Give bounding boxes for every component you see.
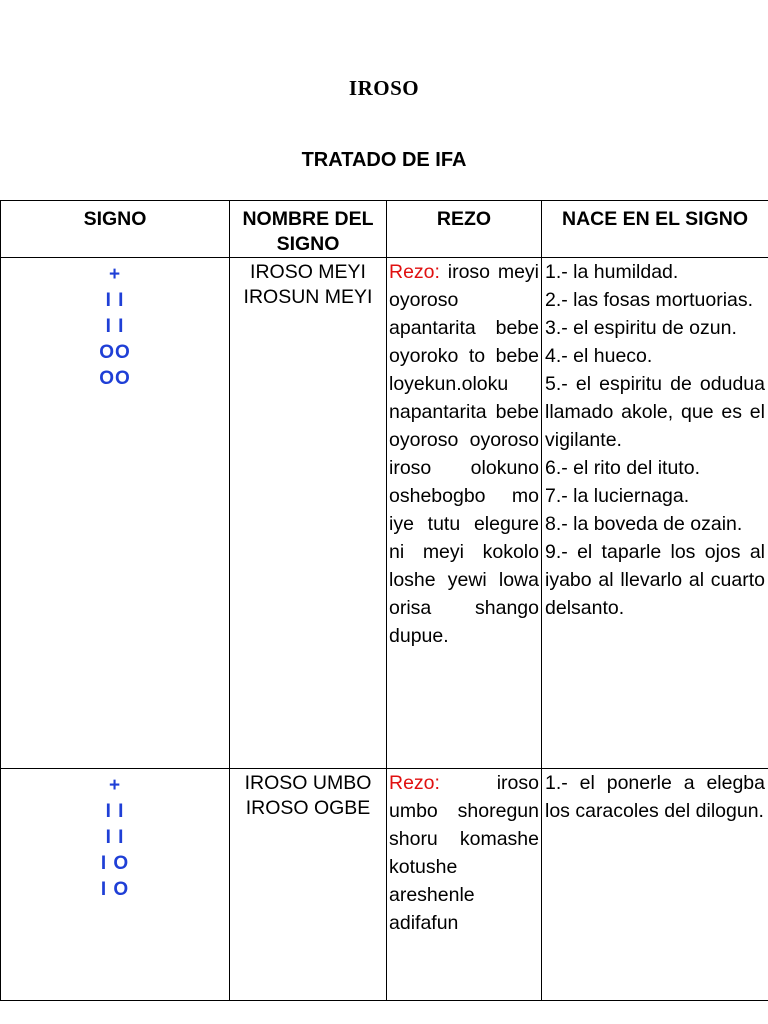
nace-item: 9.- el taparle los ojos al iyabo al llevarlo al cuarto delsanto. bbox=[545, 541, 765, 619]
nace-item: 1.- el ponerle a elegba los caracoles del dilogun. bbox=[545, 772, 765, 822]
rezo-label: Rezo: bbox=[389, 261, 440, 283]
rezo-label: Rezo: bbox=[389, 772, 440, 794]
table-row bbox=[1, 258, 768, 769]
signo-mark: I I bbox=[105, 801, 125, 822]
nace-item: 2.- las fosas mortuorias. bbox=[545, 289, 754, 311]
signo-cell bbox=[1, 258, 230, 769]
signo-mark: I I bbox=[105, 316, 125, 337]
rezo-text: iroso meyi oyoroso apantarita bebe oyoroko to bebe loyekun.oloku napantarita bebe oyoroso oyoroso iroso olokuno oshebogbo mo iye tutu elegure ni meyi kokolo loshe yewi lowa orisa shango dupue. bbox=[389, 261, 540, 647]
signo-mark: I I bbox=[105, 827, 125, 848]
nace-item: 1.- la humildad. bbox=[545, 261, 679, 283]
rezo-cell bbox=[387, 258, 542, 769]
header-nombre: NOMBRE DEL SIGNO bbox=[230, 201, 387, 258]
signo-mark: I I bbox=[105, 290, 125, 311]
nace-cell bbox=[542, 769, 768, 1001]
nace-item: 4.- el hueco. bbox=[545, 345, 653, 367]
document-subtitle: TRATADO DE IFA bbox=[301, 149, 467, 171]
header-nace: NACE EN EL SIGNO bbox=[542, 201, 768, 258]
tratado-table bbox=[0, 200, 768, 1001]
signo-mark: I O bbox=[100, 853, 130, 874]
signo-mark: I O bbox=[100, 879, 130, 900]
table-row bbox=[1, 769, 768, 1001]
header-rezo: REZO bbox=[387, 201, 542, 258]
signo-mark: + bbox=[108, 775, 122, 796]
table-header-row bbox=[1, 201, 768, 258]
rezo-cell bbox=[387, 769, 542, 1001]
nace-item: 3.- el espiritu de ozun. bbox=[545, 317, 737, 339]
signo-mark: + bbox=[108, 264, 122, 285]
signo-mark: OO bbox=[99, 342, 131, 363]
nace-item: 7.- la luciernaga. bbox=[545, 485, 690, 507]
nace-item: 6.- el rito del ituto. bbox=[545, 457, 700, 479]
nace-item: 5.- el espiritu de odudua llamado akole, que es el vigilante. bbox=[545, 373, 765, 451]
signo-cell bbox=[1, 769, 230, 1001]
nace-cell bbox=[542, 258, 768, 769]
signo-mark: OO bbox=[99, 368, 131, 389]
header-signo: SIGNO bbox=[1, 201, 230, 258]
rezo-text: iroso umbo shoregun shoru komashe kotushe areshenle adifafun bbox=[389, 772, 539, 934]
nace-item: 8.- la boveda de ozain. bbox=[545, 513, 743, 535]
nombre-cell: IROSO UMBO IROSO OGBE bbox=[230, 769, 387, 1001]
nombre-cell: IROSO MEYI IROSUN MEYI bbox=[230, 258, 387, 769]
document-title: IROSO bbox=[348, 76, 420, 100]
